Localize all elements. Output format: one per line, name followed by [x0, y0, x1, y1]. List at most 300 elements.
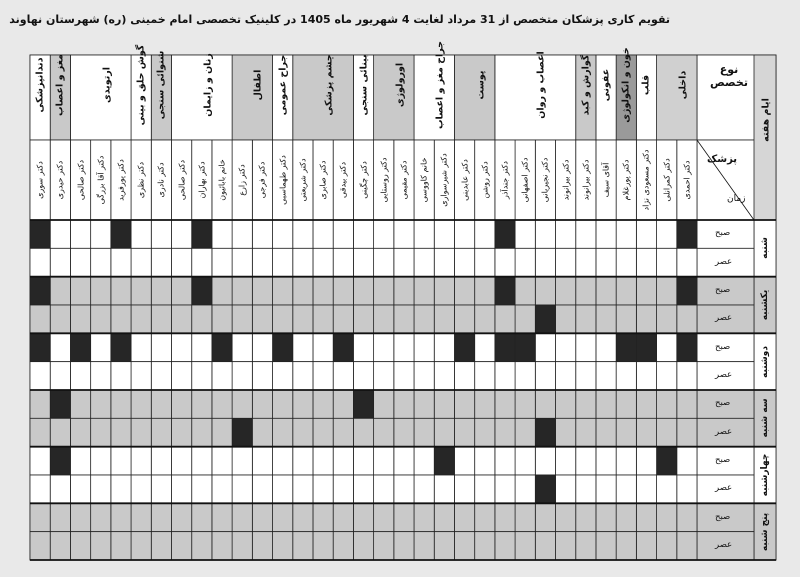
- schedule-slot: [535, 248, 555, 276]
- schedule-slot: [374, 418, 394, 446]
- schedule-slot: [333, 532, 353, 560]
- schedule-slot: [131, 248, 151, 276]
- schedule-slot: [50, 362, 70, 390]
- schedule-slot: [374, 532, 394, 560]
- schedule-slot: [374, 503, 394, 531]
- schedule-slot: [252, 248, 272, 276]
- schedule-slot: [374, 362, 394, 390]
- specialty-header-label: نوع تخصص: [710, 63, 748, 89]
- schedule-slot: [212, 475, 232, 503]
- schedule-slot: [677, 248, 697, 276]
- schedule-slot: [313, 220, 333, 248]
- scheduled-slot: [495, 220, 515, 248]
- scheduled-slot: [30, 277, 50, 305]
- schedule-slot: [111, 503, 131, 531]
- schedule-slot: [434, 475, 454, 503]
- doctor-name: دکتر روستایی: [379, 157, 389, 203]
- schedule-slot: [657, 277, 677, 305]
- schedule-slot: [171, 362, 191, 390]
- schedule-slot: [616, 418, 636, 446]
- schedule-slot: [556, 305, 576, 333]
- doctor-name: دکتر فرجی: [257, 161, 267, 199]
- schedule-slot: [212, 532, 232, 560]
- schedule-slot: [50, 418, 70, 446]
- doctor-name: دکتر احمدی: [682, 160, 692, 200]
- schedule-slot: [535, 390, 555, 418]
- schedule-slot: [131, 277, 151, 305]
- schedule-slot: [576, 503, 596, 531]
- shift-label: عصر: [715, 313, 733, 324]
- schedule-slot: [131, 532, 151, 560]
- schedule-slot: [30, 362, 50, 390]
- schedule-slot: [171, 333, 191, 361]
- schedule-slot: [475, 220, 495, 248]
- schedule-slot: [374, 248, 394, 276]
- schedule-slot: [495, 418, 515, 446]
- schedule-slot: [252, 390, 272, 418]
- schedule-slot: [616, 277, 636, 305]
- doctor-name: دکتر صابری: [318, 160, 328, 200]
- schedule-slot: [394, 503, 414, 531]
- schedule-slot: [192, 503, 212, 531]
- doctor-name: دکتر بیدقی: [338, 161, 348, 199]
- specialty-label: گوش حلق و بینی: [135, 44, 147, 126]
- schedule-slot: [151, 503, 171, 531]
- schedule-slot: [374, 220, 394, 248]
- doctor-name: دکتر مقیمی: [399, 160, 409, 200]
- schedule-slot: [313, 277, 333, 305]
- specialty-label: شنوائی سنجی: [155, 50, 167, 120]
- schedule-slot: [495, 532, 515, 560]
- schedule-slot: [252, 447, 272, 475]
- schedule-slot: [232, 333, 252, 361]
- schedule-slot: [657, 362, 677, 390]
- schedule-slot: [596, 248, 616, 276]
- schedule-slot: [636, 418, 656, 446]
- schedule-slot: [70, 390, 90, 418]
- day-label: پنج شنبه: [760, 512, 770, 551]
- schedule-slot: [556, 362, 576, 390]
- schedule-slot: [111, 277, 131, 305]
- schedule-slot: [495, 475, 515, 503]
- schedule-slot: [475, 248, 495, 276]
- schedule-slot: [616, 305, 636, 333]
- schedule-slot: [151, 220, 171, 248]
- specialty-label: ارتوپدی: [101, 66, 113, 104]
- schedule-slot: [50, 305, 70, 333]
- schedule-slot: [596, 418, 616, 446]
- schedule-slot: [454, 503, 474, 531]
- schedule-slot: [414, 503, 434, 531]
- schedule-slot: [131, 503, 151, 531]
- schedule-slot: [151, 305, 171, 333]
- doctor-name: دکتر سوری: [35, 161, 45, 199]
- schedule-slot: [91, 362, 111, 390]
- doctor-name: دکتر شیرسواری: [439, 153, 449, 207]
- shift-label: صبح: [715, 511, 731, 522]
- specialty-label: بینائی سنجی: [358, 54, 369, 116]
- doctor-name: دکتر پورغلام: [621, 159, 631, 201]
- doctor-name: دکتر بیرانوند: [561, 159, 571, 201]
- scheduled-slot: [232, 418, 252, 446]
- schedule-slot: [252, 305, 272, 333]
- schedule-slot: [394, 447, 414, 475]
- schedule-slot: [414, 333, 434, 361]
- schedule-slot: [293, 503, 313, 531]
- schedule-slot: [30, 447, 50, 475]
- specialty-cell: [636, 55, 656, 140]
- specialty-label: اورولوژی: [394, 62, 406, 108]
- schedule-slot: [333, 503, 353, 531]
- doctor-name: دکتر صالحی: [76, 159, 86, 201]
- schedule-slot: [596, 305, 616, 333]
- schedule-slot: [50, 333, 70, 361]
- schedule-slot: [151, 475, 171, 503]
- scheduled-slot: [111, 333, 131, 361]
- schedule-slot: [515, 418, 535, 446]
- schedule-slot: [414, 220, 434, 248]
- schedule-slot: [515, 532, 535, 560]
- schedule-slot: [313, 390, 333, 418]
- schedule-slot: [454, 447, 474, 475]
- schedule-slot: [131, 390, 151, 418]
- schedule-slot: [677, 362, 697, 390]
- schedule-slot: [70, 418, 90, 446]
- schedule-slot: [212, 390, 232, 418]
- schedule-slot: [576, 390, 596, 418]
- scheduled-slot: [192, 220, 212, 248]
- schedule-slot: [313, 532, 333, 560]
- schedule-slot: [394, 220, 414, 248]
- doctor-name: آقای سیف: [601, 162, 611, 198]
- schedule-slot: [50, 277, 70, 305]
- schedule-slot: [313, 248, 333, 276]
- schedule-slot: [293, 532, 313, 560]
- scheduled-slot: [495, 333, 515, 361]
- schedule-slot: [596, 390, 616, 418]
- schedule-slot: [171, 390, 191, 418]
- schedule-slot: [91, 532, 111, 560]
- schedule-slot: [273, 220, 293, 248]
- schedule-slot: [50, 532, 70, 560]
- doctor-name: دکتر بهاران: [197, 161, 207, 199]
- doctor-name: دکتر زارع: [237, 164, 247, 196]
- schedule-slot: [111, 418, 131, 446]
- shift-label: عصر: [715, 256, 733, 267]
- schedule-slot: [495, 447, 515, 475]
- schedule-slot: [91, 503, 111, 531]
- schedule-slot: [131, 220, 151, 248]
- schedule-slot: [171, 475, 191, 503]
- schedule-slot: [192, 418, 212, 446]
- schedule-slot: [434, 503, 454, 531]
- schedule-slot: [374, 447, 394, 475]
- schedule-slot: [232, 390, 252, 418]
- schedule-slot: [192, 248, 212, 276]
- schedule-slot: [616, 503, 636, 531]
- scheduled-slot: [273, 333, 293, 361]
- schedule-slot: [434, 362, 454, 390]
- schedule-slot: [293, 362, 313, 390]
- schedule-slot: [556, 277, 576, 305]
- schedule-slot: [30, 248, 50, 276]
- schedule-slot: [576, 362, 596, 390]
- schedule-slot: [353, 333, 373, 361]
- specialty-label: اطفال: [252, 69, 264, 101]
- schedule-slot: [333, 220, 353, 248]
- schedule-slot: [394, 248, 414, 276]
- schedule-slot: [353, 503, 373, 531]
- scheduled-slot: [353, 390, 373, 418]
- day-label: سه شنبه: [760, 398, 770, 438]
- schedule-slot: [252, 333, 272, 361]
- schedule-slot: [576, 418, 596, 446]
- schedule-slot: [535, 532, 555, 560]
- schedule-slot: [475, 305, 495, 333]
- doctor-name: دکتر شریعتی: [298, 158, 308, 202]
- schedule-slot: [273, 248, 293, 276]
- doctor-name: دکتر کمرانلی: [662, 158, 672, 202]
- schedule-slot: [535, 447, 555, 475]
- schedule-slot: [394, 333, 414, 361]
- schedule-slot: [313, 503, 333, 531]
- schedule-slot: [91, 418, 111, 446]
- schedule-slot: [475, 277, 495, 305]
- schedule-slot: [454, 305, 474, 333]
- schedule-slot: [374, 305, 394, 333]
- time-header-label: زمان: [727, 194, 746, 204]
- schedule-slot: [293, 475, 313, 503]
- schedule-slot: [636, 305, 656, 333]
- schedule-slot: [151, 447, 171, 475]
- schedule-slot: [556, 475, 576, 503]
- schedule-slot: [151, 333, 171, 361]
- schedule-slot: [596, 277, 616, 305]
- schedule-slot: [353, 305, 373, 333]
- specialty-label: گوارش و کبد: [580, 54, 592, 116]
- schedule-slot: [131, 333, 151, 361]
- schedule-slot: [171, 447, 191, 475]
- schedule-slot: [232, 362, 252, 390]
- schedule-slot: [171, 248, 191, 276]
- schedule-slot: [353, 532, 373, 560]
- schedule-slot: [434, 277, 454, 305]
- schedule-slot: [475, 532, 495, 560]
- doctor-name: دکتر حیدری: [55, 160, 65, 200]
- doctor-name: دکتر نادری: [156, 162, 166, 198]
- shift-label: عصر: [715, 426, 733, 437]
- specialty-label: خون و انکولوژی: [620, 47, 632, 123]
- schedule-slot: [454, 532, 474, 560]
- doctor-name: دکتر اصفهانی: [520, 157, 530, 203]
- schedule-slot: [657, 248, 677, 276]
- schedule-slot: [576, 447, 596, 475]
- schedule-slot: [70, 362, 90, 390]
- schedule-slot: [232, 447, 252, 475]
- schedule-slot: [333, 305, 353, 333]
- schedule-slot: [636, 220, 656, 248]
- schedule-slot: [374, 277, 394, 305]
- scheduled-slot: [70, 333, 90, 361]
- schedule-slot: [252, 532, 272, 560]
- schedule-slot: [475, 390, 495, 418]
- schedule-slot: [171, 305, 191, 333]
- doctor-name: خانم بابائیون: [217, 159, 227, 201]
- schedule-slot: [333, 447, 353, 475]
- schedule-slot: [353, 418, 373, 446]
- schedule-slot: [556, 333, 576, 361]
- schedule-slot: [192, 532, 212, 560]
- scheduled-slot: [515, 333, 535, 361]
- schedule-slot: [171, 220, 191, 248]
- schedule-slot: [313, 475, 333, 503]
- schedule-slot: [394, 362, 414, 390]
- schedule-slot: [313, 305, 333, 333]
- schedule-slot: [657, 220, 677, 248]
- schedule-slot: [70, 248, 90, 276]
- schedule-slot: [293, 305, 313, 333]
- day-label: چهارشنبه: [760, 453, 770, 497]
- scheduled-slot: [454, 333, 474, 361]
- doctor-name: دکتر مسعودی نژاد: [641, 149, 651, 211]
- schedule-slot: [495, 305, 515, 333]
- schedule-slot: [232, 248, 252, 276]
- scheduled-slot: [434, 447, 454, 475]
- schedule-slot: [556, 418, 576, 446]
- schedule-slot: [353, 277, 373, 305]
- schedule-slot: [192, 475, 212, 503]
- schedule-slot: [414, 418, 434, 446]
- schedule-slot: [171, 418, 191, 446]
- schedule-slot: [515, 220, 535, 248]
- schedule-slot: [576, 475, 596, 503]
- schedule-slot: [556, 248, 576, 276]
- schedule-slot: [313, 333, 333, 361]
- schedule-slot: [515, 362, 535, 390]
- schedule-slot: [677, 447, 697, 475]
- schedule-slot: [394, 418, 414, 446]
- schedule-slot: [495, 248, 515, 276]
- shift-label: صبح: [715, 398, 731, 409]
- schedule-slot: [70, 277, 90, 305]
- schedule-slot: [434, 248, 454, 276]
- schedule-slot: [171, 503, 191, 531]
- schedule-slot: [677, 390, 697, 418]
- schedule-slot: [50, 220, 70, 248]
- specialty-label: قلب: [640, 74, 652, 96]
- schedule-slot: [535, 503, 555, 531]
- schedule-slot: [232, 277, 252, 305]
- schedule-slot: [273, 447, 293, 475]
- schedule-slot: [636, 503, 656, 531]
- schedule-slot: [596, 362, 616, 390]
- schedule-slot: [596, 333, 616, 361]
- scheduled-slot: [30, 333, 50, 361]
- schedule-slot: [394, 277, 414, 305]
- schedule-slot: [252, 418, 272, 446]
- schedule-slot: [192, 447, 212, 475]
- schedule-slot: [192, 305, 212, 333]
- schedule-slot: [30, 418, 50, 446]
- scheduled-slot: [495, 277, 515, 305]
- schedule-slot: [515, 390, 535, 418]
- schedule-slot: [212, 362, 232, 390]
- schedule-slot: [576, 248, 596, 276]
- schedule-slot: [454, 277, 474, 305]
- schedule-slot: [252, 362, 272, 390]
- schedule-slot: [192, 333, 212, 361]
- schedule-slot: [616, 390, 636, 418]
- scheduled-slot: [535, 475, 555, 503]
- day-label: یکشنبه: [760, 289, 770, 321]
- schedule-slot: [556, 447, 576, 475]
- schedule-slot: [333, 418, 353, 446]
- scheduled-slot: [677, 277, 697, 305]
- shift-label: صبح: [715, 454, 731, 465]
- scheduled-slot: [657, 447, 677, 475]
- schedule-slot: [414, 362, 434, 390]
- specialty-label: جراح مغز و اعصاب: [434, 40, 446, 130]
- schedule-slot: [475, 447, 495, 475]
- schedule-slot: [171, 277, 191, 305]
- schedule-slot: [91, 220, 111, 248]
- day-label: دوشنبه: [760, 345, 770, 378]
- schedule-slot: [394, 305, 414, 333]
- schedule-slot: [151, 418, 171, 446]
- schedule-slot: [91, 277, 111, 305]
- schedule-slot: [616, 475, 636, 503]
- schedule-slot: [212, 220, 232, 248]
- schedule-slot: [333, 362, 353, 390]
- schedule-slot: [414, 305, 434, 333]
- schedule-slot: [91, 475, 111, 503]
- scheduled-slot: [30, 220, 50, 248]
- schedule-slot: [556, 390, 576, 418]
- scheduled-slot: [535, 418, 555, 446]
- doctor-name: دکتر طهماسبی: [278, 155, 288, 205]
- schedule-slot: [657, 532, 677, 560]
- doctor-name: دکتر نظری: [136, 161, 146, 199]
- schedule-slot: [576, 333, 596, 361]
- scheduled-slot: [50, 390, 70, 418]
- schedule-slot: [657, 503, 677, 531]
- schedule-slot: [212, 248, 232, 276]
- schedule-slot: [677, 475, 697, 503]
- schedule-slot: [414, 475, 434, 503]
- schedule-slot: [273, 532, 293, 560]
- schedule-slot: [232, 503, 252, 531]
- schedule-slot: [353, 220, 373, 248]
- schedule-slot: [333, 277, 353, 305]
- specialty-label: عفونی: [600, 68, 612, 102]
- schedule-slot: [434, 418, 454, 446]
- schedule-slot: [91, 248, 111, 276]
- scheduled-slot: [677, 220, 697, 248]
- schedule-slot: [596, 220, 616, 248]
- schedule-slot: [91, 305, 111, 333]
- doctor-name: دکتر جندآذر: [500, 161, 510, 199]
- schedule-slot: [515, 277, 535, 305]
- schedule-slot: [70, 475, 90, 503]
- schedule-slot: [556, 532, 576, 560]
- schedule-slot: [454, 220, 474, 248]
- scheduled-slot: [192, 277, 212, 305]
- schedule-slot: [30, 305, 50, 333]
- schedule-slot: [434, 390, 454, 418]
- schedule-slot: [232, 532, 252, 560]
- schedule-slot: [273, 305, 293, 333]
- schedule-slot: [192, 390, 212, 418]
